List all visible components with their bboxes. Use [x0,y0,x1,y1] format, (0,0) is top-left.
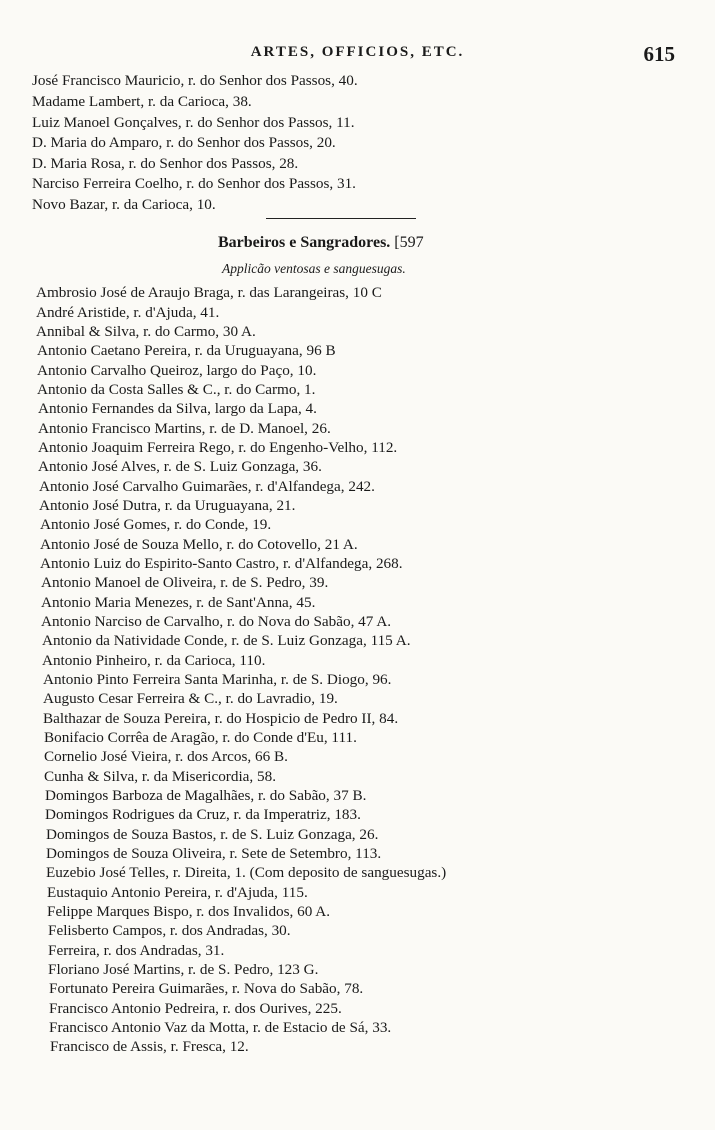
section-ref: [597 [394,234,424,251]
list-item: Antonio Fernandes da Silva, largo da Lapa, 4. [38,400,317,417]
list-item: André Aristide, r. d'Ajuda, 41. [36,304,220,321]
list-item: Domingos Rodrigues da Cruz, r. da Imperatriz, 183. [45,806,361,823]
list-item: Francisco Antonio Pedreira, r. dos Ourives, 225. [49,1000,342,1017]
section-subtitle: Applicão ventosas e sanguesugas. [222,261,406,276]
page-header-title: ARTES, OFFICIOS, ETC. [250,44,465,60]
list-item: Novo Bazar, r. da Carioca, 10. [32,196,216,213]
list-item: D. Maria do Amparo, r. do Senhor dos Passos, 20. [32,134,336,151]
list-item: Annibal & Silva, r. do Carmo, 30 A. [36,323,256,340]
list-item: Antonio Pinheiro, r. da Carioca, 110. [42,652,266,669]
list-item: Floriano José Martins, r. de S. Pedro, 123 G. [48,961,319,978]
list-item: Francisco de Assis, r. Fresca, 12. [50,1038,249,1055]
list-item: Domingos de Souza Bastos, r. de S. Luiz Gonzaga, 26. [46,826,379,843]
list-item: Antonio Narciso de Carvalho, r. do Nova do Sabão, 47 A. [41,613,392,630]
list-item: Antonio José Dutra, r. da Uruguayana, 21. [39,497,296,514]
list-item: Antonio da Natividade Conde, r. de S. Luiz Gonzaga, 115 A. [42,632,411,649]
list-item: Ambrosio José de Araujo Braga, r. das Larangeiras, 10 C [36,284,382,301]
list-item: Ferreira, r. dos Andradas, 31. [48,942,225,959]
list-item: Antonio José de Souza Mello, r. do Cotovello, 21 A. [40,536,358,553]
list-item: D. Maria Rosa, r. do Senhor dos Passos, 28. [32,155,299,172]
section-divider [266,218,416,219]
section-title: Barbeiros e Sangradores. [218,234,391,251]
list-item: Domingos Barboza de Magalhães, r. do Sabão, 37 B. [45,787,367,804]
section-heading [218,234,424,252]
list-item: Antonio Maria Menezes, r. de Sant'Anna, 45. [41,594,316,611]
list-item: Narciso Ferreira Coelho, r. do Senhor dos Passos, 31. [32,175,356,192]
list-item: Euzebio José Telles, r. Direita, 1. (Com deposito de sanguesugas.) [46,864,447,881]
list-item: Cunha & Silva, r. da Misericordia, 58. [44,768,276,785]
list-item: Augusto Cesar Ferreira & C., r. do Lavradio, 19. [43,690,338,707]
list-item: Balthazar de Souza Pereira, r. do Hospicio de Pedro II, 84. [43,710,399,727]
list-item: Antonio Francisco Martins, r. de D. Manoel, 26. [38,420,331,437]
list-item: Antonio Luiz do Espirito-Santo Castro, r. d'Alfandega, 268. [40,555,403,572]
list-item: Bonifacio Corrêa de Aragão, r. do Conde d'Eu, 111. [44,729,357,746]
list-item: Cornelio José Vieira, r. dos Arcos, 66 B. [44,748,288,765]
list-item: Antonio da Costa Salles & C., r. do Carmo, 1. [37,381,316,398]
list-item: José Francisco Mauricio, r. do Senhor dos Passos, 40. [32,72,358,89]
list-item: Madame Lambert, r. da Carioca, 38. [32,93,252,110]
list-item: Antonio Pinto Ferreira Santa Marinha, r. de S. Diogo, 96. [43,671,392,688]
list-item: Antonio José Gomes, r. do Conde, 19. [40,516,272,533]
list-item: Antonio Manoel de Oliveira, r. de S. Pedro, 39. [41,574,329,591]
list-item: Felippe Marques Bispo, r. dos Invalidos, 60 A. [47,903,331,920]
list-item: Eustaquio Antonio Pereira, r. d'Ajuda, 115. [47,884,308,901]
list-item: Luiz Manoel Gonçalves, r. do Senhor dos Passos, 11. [32,114,355,131]
list-item: Francisco Antonio Vaz da Motta, r. de Estacio de Sá, 33. [49,1019,392,1036]
running-head [0,44,715,70]
list-item: Antonio Carvalho Queiroz, largo do Paço, 10. [37,362,317,379]
list-item: Fortunato Pereira Guimarães, r. Nova do Sabão, 78. [49,980,364,997]
list-item: Antonio Joaquim Ferreira Rego, r. do Engenho-Velho, 112. [38,439,398,456]
list-item: Antonio José Carvalho Guimarães, r. d'Alfandega, 242. [39,478,375,495]
list-item: Antonio José Alves, r. de S. Luiz Gonzaga, 36. [38,458,322,475]
list-item: Domingos de Souza Oliveira, r. Sete de Setembro, 113. [46,845,382,862]
page-number: 615 [643,42,675,66]
list-item: Felisberto Campos, r. dos Andradas, 30. [48,922,291,939]
list-item: Antonio Caetano Pereira, r. da Uruguayana, 96 B [37,342,336,359]
